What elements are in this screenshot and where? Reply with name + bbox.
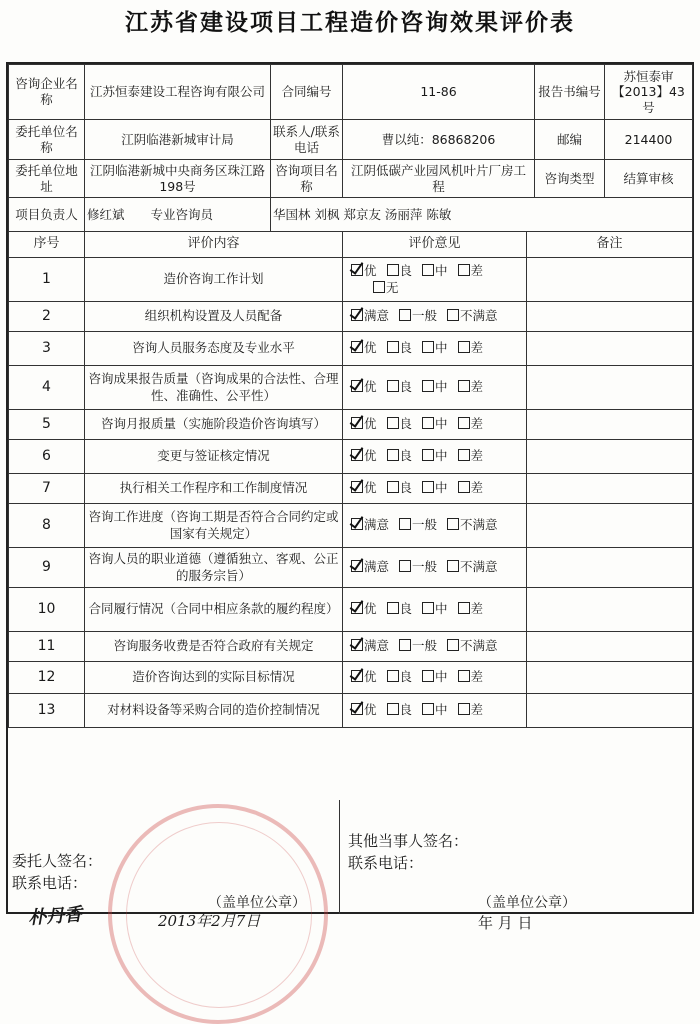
signature-section (8, 800, 692, 932)
other-party-signature-block (348, 830, 468, 874)
option-2[interactable] (447, 308, 498, 324)
client-signature-block (12, 850, 102, 894)
row-number: 10 (9, 588, 85, 632)
option-1[interactable] (387, 263, 413, 279)
table-row (9, 588, 693, 632)
checkbox-icon[interactable] (399, 518, 411, 530)
checkbox-icon[interactable] (422, 703, 434, 715)
option-label: 良 (399, 448, 413, 464)
option-label: 中 (435, 480, 448, 496)
checkbox-icon[interactable] (458, 449, 470, 461)
checkbox-icon[interactable] (422, 417, 434, 429)
option-2[interactable] (422, 448, 448, 464)
row-opinion (343, 332, 527, 366)
option-2[interactable] (422, 669, 448, 685)
info-table (8, 64, 693, 232)
option-label: 一般 (412, 638, 438, 654)
checkbox-icon[interactable] (458, 264, 470, 276)
option-label: 不满意 (460, 308, 498, 324)
checkbox-icon[interactable] (351, 560, 363, 572)
checkbox-icon[interactable] (399, 560, 411, 572)
option-label: 一般 (412, 559, 438, 575)
option-label: 满意 (364, 517, 390, 533)
row-content: 造价咨询工作计划 (85, 258, 343, 302)
option-2[interactable] (447, 559, 498, 575)
checkbox-icon[interactable] (387, 341, 399, 353)
checkbox-icon[interactable] (351, 518, 363, 530)
row-opinion (343, 662, 527, 694)
client-handwritten-signature: 朴丹香 (27, 904, 83, 929)
option-label: 差 (470, 448, 484, 464)
option-3[interactable] (458, 340, 484, 356)
contract-label: 合同编号 (271, 65, 343, 120)
row-content: 组织机构设置及人员配备 (85, 302, 343, 332)
option-1[interactable] (387, 416, 413, 432)
table-row (9, 258, 693, 302)
option-label: 优 (364, 340, 377, 356)
checkbox-icon[interactable] (351, 670, 363, 682)
option-label: 一般 (412, 517, 438, 533)
option-0[interactable] (351, 601, 377, 617)
option-0[interactable] (351, 263, 377, 279)
option-0[interactable] (351, 638, 389, 654)
checkbox-icon[interactable] (351, 639, 363, 651)
option-label: 优 (364, 448, 377, 464)
option-1[interactable] (399, 517, 437, 533)
checkbox-icon[interactable] (422, 264, 434, 276)
checkbox-icon[interactable] (422, 341, 434, 353)
checkbox-icon[interactable] (447, 309, 459, 321)
option-label: 差 (470, 669, 484, 685)
row-number: 8 (9, 504, 85, 548)
evaluation-table (8, 231, 693, 728)
checkbox-icon[interactable] (458, 703, 470, 715)
option-label: 优 (364, 702, 377, 718)
table-row (9, 410, 693, 440)
row-remark (527, 588, 693, 632)
option-label: 中 (435, 448, 448, 464)
checkbox-icon[interactable] (399, 309, 411, 321)
client-seal-note: （盖单位公章） (208, 895, 306, 911)
report-label: 报告书编号 (535, 65, 605, 120)
table-row (9, 302, 693, 332)
row-content: 咨询人员的职业道德（遵循独立、客观、公正的服务宗旨） (85, 548, 343, 588)
option-0[interactable] (351, 559, 389, 575)
option-2[interactable] (422, 340, 448, 356)
row-opinion (343, 588, 527, 632)
leader-row (85, 198, 271, 232)
option-label: 中 (435, 702, 448, 718)
client-sign-label: 委托人签名： (12, 852, 103, 870)
row-number: 9 (9, 548, 85, 588)
checkbox-icon[interactable] (387, 380, 399, 392)
option-label: 差 (470, 340, 484, 356)
row-remark (527, 302, 693, 332)
checkbox-icon[interactable] (458, 602, 470, 614)
checkbox-icon[interactable] (387, 417, 399, 429)
other-date: 年 月 日 (478, 914, 533, 932)
checkbox-icon[interactable] (387, 481, 399, 493)
option-label: 差 (470, 379, 484, 395)
checkbox-icon[interactable] (458, 481, 470, 493)
checkbox-icon[interactable] (351, 264, 363, 276)
checkbox-icon[interactable] (351, 481, 363, 493)
row-opinion (343, 504, 527, 548)
option-label: 良 (399, 379, 413, 395)
contact-value: 曹以纯：86868206 (343, 120, 535, 160)
option-label: 中 (435, 340, 448, 356)
row-content: 变更与签证核定情况 (85, 440, 343, 474)
checkbox-icon[interactable] (458, 670, 470, 682)
row-number: 12 (9, 662, 85, 694)
checkbox-icon[interactable] (422, 449, 434, 461)
row-remark (527, 474, 693, 504)
other-sign-label: 其他当事人签名： (348, 832, 469, 850)
option-0[interactable] (351, 308, 389, 324)
row-content: 咨询月报质量（实施阶段造价咨询填写） (85, 410, 343, 440)
option-label: 良 (399, 601, 413, 617)
leader-value: 修红斌 (87, 206, 125, 222)
address-label: 委托单位地址 (9, 160, 85, 198)
row-remark (527, 332, 693, 366)
option-3[interactable] (458, 601, 484, 617)
checkbox-icon[interactable] (422, 481, 434, 493)
option-0[interactable] (351, 517, 389, 533)
option-2[interactable] (422, 480, 448, 496)
row-remark (527, 410, 693, 440)
option-0[interactable] (351, 448, 377, 464)
client-label: 委托单位名称 (9, 120, 85, 160)
option-label: 不满意 (460, 638, 498, 654)
row-number: 7 (9, 474, 85, 504)
postcode-value: 214400 (605, 120, 693, 160)
project-value: 江阴低碳产业园风机叶片厂房工程 (343, 160, 535, 198)
option-label: 中 (435, 669, 448, 685)
table-row (9, 440, 693, 474)
firm-value: 江苏恒泰建设工程咨询有限公司 (85, 65, 271, 120)
table-row (9, 474, 693, 504)
row-number: 13 (9, 694, 85, 728)
header-opinion: 评价意见 (343, 232, 527, 258)
option-3[interactable] (458, 263, 484, 279)
table-row (9, 332, 693, 366)
table-row (9, 632, 693, 662)
leader-label: 项目负责人 (9, 198, 85, 232)
option-label: 满意 (364, 638, 390, 654)
option-label: 优 (364, 416, 377, 432)
option-label: 差 (470, 416, 484, 432)
client-value: 江阴临港新城审计局 (85, 120, 271, 160)
type-value: 结算审核 (605, 160, 693, 198)
report-value: 苏恒泰审【2013】43号 (605, 65, 693, 120)
option-1[interactable] (387, 379, 413, 395)
checkbox-icon[interactable] (351, 309, 363, 321)
contact-label: 联系人/联系电话 (271, 120, 343, 160)
row-content: 造价咨询达到的实际目标情况 (85, 662, 343, 694)
row-number: 3 (9, 332, 85, 366)
option-0[interactable] (351, 669, 377, 685)
row-opinion (343, 258, 527, 302)
address-value: 江阴临港新城中央商务区珠江路198号 (85, 160, 271, 198)
row-remark (527, 694, 693, 728)
row-number: 11 (9, 632, 85, 662)
row-number: 4 (9, 366, 85, 410)
option-label: 优 (364, 379, 377, 395)
row-number: 6 (9, 440, 85, 474)
other-phone-label: 联系电话： (348, 854, 424, 872)
checkbox-icon[interactable] (399, 639, 411, 651)
option-2[interactable] (447, 517, 498, 533)
option-label: 不满意 (460, 559, 498, 575)
option-label: 满意 (364, 559, 390, 575)
option-1[interactable] (387, 601, 413, 617)
option-2[interactable] (422, 379, 448, 395)
row-content: 咨询服务收费是否符合政府有关规定 (85, 632, 343, 662)
project-label: 咨询项目名称 (271, 160, 343, 198)
postcode-label: 邮编 (535, 120, 605, 160)
contract-value: 11-86 (343, 65, 535, 120)
row-remark (527, 632, 693, 662)
option-1[interactable] (387, 702, 413, 718)
table-row (9, 662, 693, 694)
option-2[interactable] (447, 638, 498, 654)
checkbox-icon[interactable] (351, 703, 363, 715)
option-label: 差 (470, 702, 484, 718)
option-label: 良 (399, 416, 413, 432)
client-date: 2013年2月7日 (158, 912, 261, 930)
option-label: 中 (435, 416, 448, 432)
row-remark (527, 504, 693, 548)
row-content: 执行相关工作程序和工作制度情况 (85, 474, 343, 504)
option-label: 中 (435, 379, 448, 395)
row-opinion (343, 632, 527, 662)
checkbox-icon[interactable] (351, 380, 363, 392)
row-opinion (343, 366, 527, 410)
option-label: 中 (435, 601, 448, 617)
row-remark (527, 440, 693, 474)
header-remark: 备注 (527, 232, 693, 258)
row-number: 2 (9, 302, 85, 332)
row-opinion (343, 410, 527, 440)
row-remark (527, 366, 693, 410)
checkbox-icon[interactable] (422, 670, 434, 682)
option-3[interactable] (458, 702, 484, 718)
row-remark (527, 662, 693, 694)
option-2[interactable] (422, 416, 448, 432)
checkbox-icon[interactable] (447, 518, 459, 530)
client-phone-label: 联系电话： (12, 874, 88, 892)
checkbox-icon[interactable] (458, 380, 470, 392)
option-label: 优 (364, 601, 377, 617)
option-label: 一般 (412, 308, 438, 324)
option-label: 中 (435, 263, 448, 279)
option-label: 差 (470, 480, 484, 496)
row-opinion (343, 474, 527, 504)
option-label: 差 (470, 601, 484, 617)
option-1[interactable] (387, 480, 413, 496)
row-content: 对材料设备等采购合同的造价控制情况 (85, 694, 343, 728)
checkbox-icon[interactable] (351, 449, 363, 461)
row-number: 1 (9, 258, 85, 302)
row-opinion (343, 440, 527, 474)
signature-divider (339, 800, 340, 914)
option-1[interactable] (399, 638, 437, 654)
row-opinion (343, 694, 527, 728)
option-label: 良 (399, 669, 413, 685)
checkbox-icon[interactable] (447, 560, 459, 572)
option-3[interactable] (458, 480, 484, 496)
evaluation-sheet (6, 62, 694, 932)
row-content: 咨询成果报告质量（咨询成果的合法性、合理性、准确性、公平性） (85, 366, 343, 410)
option-label: 差 (470, 263, 484, 279)
checkbox-icon[interactable] (387, 703, 399, 715)
header-content: 评价内容 (85, 232, 343, 258)
table-row (9, 366, 693, 410)
option-label: 良 (399, 480, 413, 496)
option-label: 无 (386, 279, 399, 295)
option-1[interactable] (387, 669, 413, 685)
option-0[interactable] (351, 480, 377, 496)
firm-label: 咨询企业名称 (9, 65, 85, 120)
row-content: 合同履行情况（合同中相应条款的履约程度） (85, 588, 343, 632)
option-label: 良 (399, 263, 413, 279)
header-num: 序号 (9, 232, 85, 258)
row-opinion (343, 302, 527, 332)
checkbox-icon[interactable] (351, 602, 363, 614)
checkbox-icon[interactable] (387, 602, 399, 614)
checkbox-icon[interactable] (351, 417, 363, 429)
checkbox-icon[interactable] (458, 417, 470, 429)
option-0[interactable] (351, 702, 377, 718)
row-content: 咨询工作进度（咨询工期是否符合合同约定或国家有关规定） (85, 504, 343, 548)
page-title: 江苏省建设项目工程造价咨询效果评价表 (125, 10, 575, 36)
other-seal-note: （盖单位公章） (478, 895, 576, 911)
option-0[interactable] (351, 340, 377, 356)
checkbox-icon[interactable] (351, 341, 363, 353)
option-3[interactable] (458, 448, 484, 464)
checkbox-icon[interactable] (422, 602, 434, 614)
checkbox-icon[interactable] (387, 264, 399, 276)
option-1[interactable] (399, 308, 437, 324)
option-label: 优 (364, 480, 377, 496)
row-number: 5 (9, 410, 85, 440)
table-row (9, 548, 693, 588)
option-3[interactable] (458, 416, 484, 432)
option-1[interactable] (399, 559, 437, 575)
checkbox-icon[interactable] (387, 449, 399, 461)
checkbox-icon[interactable] (373, 281, 385, 293)
checkbox-icon[interactable] (422, 380, 434, 392)
row-content: 咨询人员服务态度及专业水平 (85, 332, 343, 366)
option-2[interactable] (422, 702, 448, 718)
option-label: 良 (399, 702, 413, 718)
option-2[interactable] (422, 601, 448, 617)
option-label: 良 (399, 340, 413, 356)
option-3[interactable] (458, 669, 484, 685)
checkbox-icon[interactable] (387, 670, 399, 682)
option-label: 优 (364, 669, 377, 685)
option-label: 满意 (364, 308, 390, 324)
checkbox-icon[interactable] (447, 639, 459, 651)
option-1[interactable] (387, 448, 413, 464)
checkbox-icon[interactable] (458, 341, 470, 353)
row-opinion (343, 548, 527, 588)
consultants-value: 华国林 刘枫 郑京友 汤丽萍 陈敏 (271, 198, 693, 232)
option-extra[interactable] (351, 280, 513, 296)
row-remark (527, 548, 693, 588)
type-label: 咨询类型 (535, 160, 605, 198)
table-row (9, 504, 693, 548)
option-label: 不满意 (460, 517, 498, 533)
option-2[interactable] (422, 263, 448, 279)
option-0[interactable] (351, 416, 377, 432)
option-3[interactable] (458, 379, 484, 395)
table-row (9, 694, 693, 728)
option-1[interactable] (387, 340, 413, 356)
row-remark (527, 258, 693, 302)
option-label: 优 (364, 263, 377, 279)
consultants-label: 专业咨询员 (150, 206, 214, 222)
option-0[interactable] (351, 379, 377, 395)
